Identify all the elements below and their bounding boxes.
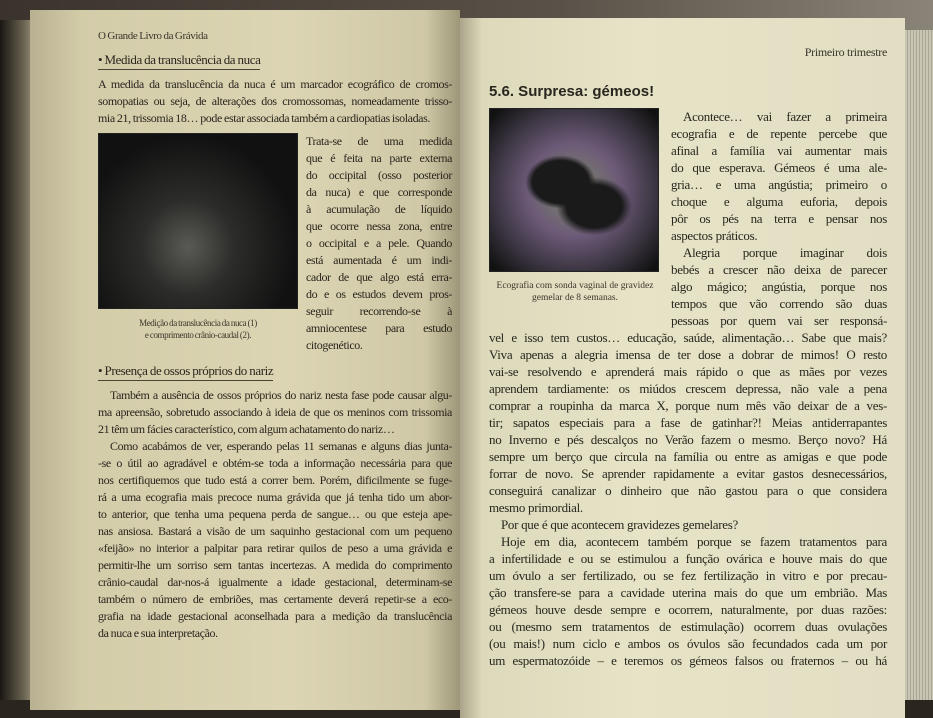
text-line: no Inverno e pés descalços no Verão fazem o mesmo. Berço novo? Há [489,432,887,447]
text-line: que ocorre nessa zona, entre [306,219,452,233]
text-line: à acumulação de líquido [306,202,452,216]
side-column-nuchal [306,133,452,354]
text-line: o occipital e a pele. Quando [306,236,452,250]
text-line: A medida da translucência da nuca é um marcador ecográfico de cromos- [98,77,452,91]
text-line: cador de que algo está erra- [306,270,452,284]
text-line: citogenético. [306,338,363,352]
section-heading-twins: 5.6. Surpresa: gémeos! [489,83,655,100]
text-line: vel e isso tem custos… educação, saúde, alimentação… Sabe que mais? [489,330,887,345]
text-line: -se o útil ao agradável e obtém-se toda a informação necessária para que [98,456,452,470]
text-line: ma apreensão, sobretudo associando à ideia de que os meninos com trissomia [98,405,452,419]
text-line: nas ansiosa. Bastará a visão de um saquinho gestacional com um pequeno [98,524,452,538]
running-head-left: O Grande Livro da Grávida [98,30,208,42]
paragraph-nuchal [98,76,452,127]
side-column-twins [671,108,887,329]
section-heading-nose: • Presença de ossos próprios do nariz [98,362,273,381]
text-line: um espermatozóide – e teremos os gémeos falsos ou fraternos – ou há [489,653,887,668]
text-line: grafia na idade gestacional aconselhada para a medição da translucência [98,609,452,623]
text-line: gémeos houve desde sempre e ocorrem, naturalmente, por duas razões: [489,602,887,617]
text-line: do e os estudos devem pros- [306,287,452,301]
text-line: aspectos práticos. [671,228,758,243]
text-line: sempre um berço que circula na família ou entre as amigas e que pode [489,449,887,464]
text-line: pessoas por quem vai ser responsá- [671,313,887,328]
ultrasound-image-nuchal [98,133,298,309]
text-line: seguir recorrendo-se à [306,304,452,318]
text-line: somopatias ou seja, de alterações dos cromossomas, nomeadamente trisso- [98,94,452,108]
text-line: vai-se resolvendo e aprenderá mais rápido o que as mães por vezes [489,364,887,379]
text-line: to anterior, que tenha uma pequena perda de sangue… ou que esteja ape- [98,507,452,521]
text-line: Medição da translucência da nuca (1) [139,318,257,328]
text-line: Por que é que acontecem gravidezes gemelares? [501,517,738,532]
text-line: do occipital (osso posterior [306,168,452,182]
section-heading-nuchal: • Medida da translucência da nuca [98,51,260,70]
text-line: (ou mais!) num ciclo e ambos os óvulos são fecundados cada um por [489,636,887,651]
page-stack-edge [905,30,933,700]
text-line: aprendem tardiamente: os miúdos crescem depressa, não vale a pena [489,381,887,396]
text-line: Acontece… vai fazer a primeira [683,109,887,124]
paragraph-nose [98,387,452,438]
text-line: Como acabámos de ver, esperando pelas 11 semanas e alguns dias junta- [110,439,452,453]
text-line: choque e alguma euforia, depois [671,194,887,209]
paragraph-twin-causes [489,533,887,669]
ultrasound-image-twins [489,108,659,272]
text-line: da nuca e sua interpretação. [98,626,218,640]
text-line: crânio-caudal dar-nos-á igualmente a idade gestacional, determinam-se [98,575,452,589]
text-line: ou (mesmo sem tratamentos de estimulação) ocorrem duas ovulações [489,619,887,634]
caption-twins [489,280,661,304]
text-line: nos certifiquemos que tudo está a correr bem. Porém, dificilmente se fuge- [98,473,452,487]
text-line: a infertilidade e ou se estimulou a função ovárica e houve mais do que [489,551,887,566]
text-line: Também a ausência de ossos próprios do nariz nesta fase pode causar algu- [110,388,452,402]
text-line: pôr os pés na terra e pensar nos [671,211,887,226]
text-line: «feijão» no interior a palpitar para retirar quilos de peso a uma grávida e [98,541,452,555]
text-line: amniocentese para estudo [306,321,452,335]
text-line: está aumentada é um indi- [306,253,452,267]
paragraph-question [489,516,887,533]
text-line: ecografia e de repente percebe que [671,126,887,141]
left-page-content [98,28,452,642]
caption-nuchal [98,317,298,341]
text-line: algo mágico; angústia, porque nos [671,279,887,294]
text-line: permitir-lhe um sorriso sem tantas incertezas. A medida do comprimento [98,558,452,572]
side-column-twins-2 [671,244,887,329]
text-line: mia 21, trissomia 18… pode estar associada também a cardiopatias isoladas. [98,111,430,125]
text-line: ção transfere-se para a cavidade uterina mais do que um embrião. Mas [489,585,887,600]
text-line: do que esperava. Gémeos é uma ale- [671,160,887,175]
text-line: Trata-se de uma medida [306,134,452,148]
text-line: um óvulo a ser fertilizado, ou se fez fertilização in vitro e por precau- [489,568,887,583]
paragraph-early-scan [98,438,452,642]
text-line: Ecografia com sonda vaginal de gravidez [496,281,654,291]
text-line: rá a uma ecografia mais precoce numa grávida que já tenha tido um abor- [98,490,452,504]
figure-nuchal [98,133,298,354]
paragraph-twins-costs [489,329,887,516]
text-line: afinal a família vai aumentar mais [671,143,887,158]
figure-row-nuchal [98,133,452,354]
text-line: e comprimento crânio-caudal (2). [144,330,252,340]
text-line: comprar a roupinha da marca X, porque num mês vão deixar de a ves- [489,398,887,413]
text-line: conseguirá canalizar o dinheiro que não gastou para o que considera [489,483,887,498]
text-line: Viva apenas a alegria imensa de ter dose a dobrar de mimos! O resto [489,347,887,362]
side-column-twins-1 [671,108,887,244]
text-line: que é feita na parte externa [306,151,452,165]
text-line: forrar de novo. Se aprender rapidamente a evitar gastos desnecessários, [489,466,887,481]
figure-row-twins [489,108,887,329]
text-line: da nuca) e que corresponde [306,185,452,199]
text-line: também o número de embriões, mas certamente deverá repetir-se a eco- [98,592,452,606]
text-line: tempos que vão correndo são duas [671,296,887,311]
text-line: bebés a crescer não deixa de parecer [671,262,887,277]
text-line: mesmo primordial. [489,500,583,515]
text-line: 21 têm um fácies característico, com algum achatamento do nariz… [98,422,395,436]
right-page-content [489,44,887,669]
figure-twins [489,108,661,329]
text-line: gemelar de 8 semanas. [532,293,618,303]
text-line: tir; sapatos especiais para a fase de gatinhar?! Meias antiderrapantes [489,415,887,430]
text-line: Hoje em dia, acontecem também porque se fazem tratamentos para [501,534,887,549]
text-line: gria… e uma angústia; primeiro o [671,177,887,192]
text-line: Alegria porque imaginar dois [683,245,887,260]
running-head-right: Primeiro trimestre [804,45,887,59]
